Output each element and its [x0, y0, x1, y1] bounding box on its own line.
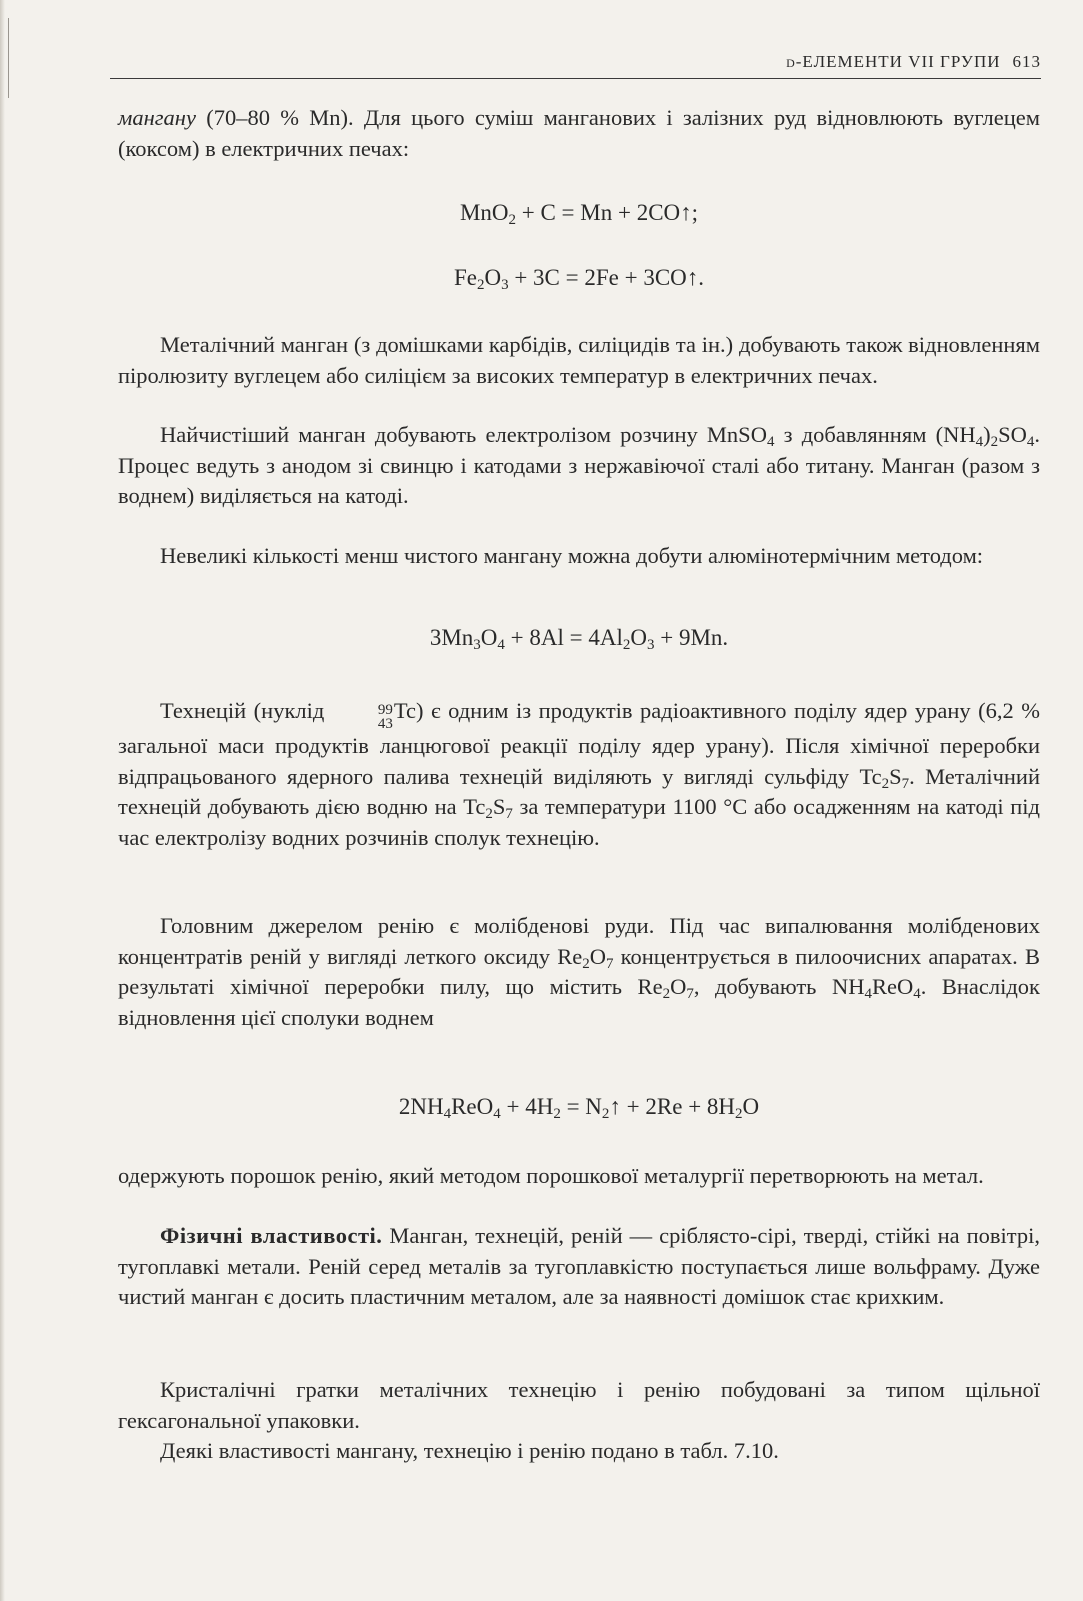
running-header [110, 48, 1041, 79]
text-run: . Металічний технецій добувають дією водню на Tc [118, 763, 1041, 820]
eq-sub: 2 [476, 277, 485, 293]
subscript: 4 [766, 434, 775, 450]
paragraph-10: Деякі властивості мангану, технецію і ренію подано в табл. 7.10. [160, 1438, 779, 1463]
text-run: . Внаслідок відновлення цієї сполуки воднем [118, 974, 1040, 1030]
subscript: 2 [662, 986, 671, 1003]
nuclide-mass-number: 99 [377, 702, 393, 718]
eq-sub: 2 [601, 1106, 610, 1122]
equation-2 [118, 265, 1040, 291]
eq-part: 3Mn [429, 625, 474, 650]
eq-sub: 2 [735, 1106, 743, 1122]
text-run: Найчистіший манган добувають електролізом розчину MnSO [160, 422, 767, 447]
equation-4 [118, 1094, 1040, 1120]
text-run: SO [998, 422, 1027, 447]
paragraph-8-text: Манган, технецій, реній — сріблясто-сірі, тверді, стійкі на повітрі, тугоплавкі метали. Реній серед металів за тугоплавкістю поступається лише вольфраму. Дуже чистий манган є досить пластичним металом, але за наявності домішок стає крихким. [118, 1223, 1040, 1310]
subscript: 2 [582, 955, 590, 972]
text-run: S [889, 763, 902, 789]
subscript: 4 [864, 986, 872, 1003]
eq-sub: 3 [473, 637, 481, 653]
subscript: 4 [913, 986, 921, 1003]
italic-word: мангану [118, 105, 196, 130]
subscript: 2 [485, 806, 493, 823]
page-spine-shadow [0, 0, 5, 1601]
eq-part: ReO [451, 1094, 494, 1119]
eq-part: + 8Al = 4Al [504, 625, 623, 650]
paragraph-1-text: (70–80 % Mn). Для цього суміш манганових і залізних руд відновлюють вуглецем (коксом) в електричних печах: [118, 105, 1040, 161]
section-heading-inline: Фізичні властивості. [160, 1223, 383, 1248]
text-run: концентрується в пилоочисних апаратах. В результаті хімічної переробки пилу, що містить Re [118, 943, 1041, 1000]
eq-part: + 4H [500, 1094, 554, 1119]
paragraph-7: одержують порошок ренію, який методом порошкової металургії перетворюють на метал. [118, 1163, 984, 1188]
eq-sub: 3 [501, 277, 509, 293]
text-run: S [492, 794, 506, 820]
eq-sub: 2 [622, 637, 631, 653]
text-run: Технецій (нуклід [160, 698, 332, 723]
eq-part: O [742, 1094, 760, 1119]
text-run: O [670, 974, 687, 1000]
nuclide-atomic-number: 43 [377, 716, 393, 732]
nuclide-notation [336, 703, 393, 731]
subscript: 4 [975, 434, 984, 450]
page-number: 613 [1012, 52, 1041, 71]
eq-sub: 4 [493, 1106, 501, 1122]
text-run: . Процес ведуть з анодом зі свинцю і катодами з нержавіючої сталі або титану. Манган (разом з воднем) виділяється на катоді. [118, 422, 1041, 509]
eq-sub: 2 [508, 212, 516, 228]
subscript: 7 [686, 986, 694, 1003]
subscript: 4 [1026, 434, 1035, 450]
subscript: 7 [505, 806, 513, 823]
paragraph-8 [118, 1221, 1040, 1313]
subscript: 7 [605, 955, 614, 972]
text-run: ReO [871, 974, 914, 1000]
eq-sub: 4 [443, 1106, 452, 1122]
eq-part: + 3C = 2Fe + 3CO↑. [508, 265, 705, 290]
paragraph-4: Невеликі кількості менш чистого мангану можна добути алюмінотермічним методом: [160, 543, 984, 568]
text-run: Tc) є одним із продуктів радіоактивного поділу ядер урану (6,2 % загальної маси продуктів ланцюгової реакції поділу ядер урану). Після хімічної переробки відпрацьованого ядерного палива технецій виділяють у вигляді сульфіду Tc [118, 698, 1040, 789]
paragraph-1 [118, 103, 1040, 164]
eq-part: = N [560, 1094, 602, 1119]
paragraph-6 [118, 911, 1040, 1033]
eq-part: + 9Mn. [654, 625, 729, 650]
text-run: за температури 1100 °C або осадженням на катоді під час електролізу водних розчинів сполук технецію. [118, 794, 1040, 850]
eq-sub: 2 [553, 1106, 561, 1122]
eq-part: 2NH [398, 1094, 444, 1119]
paragraph-5 [118, 696, 1040, 853]
eq-part: Fe [453, 265, 477, 290]
paragraph-9: Кристалічні гратки металічних технецію і ренію побудовані за типом щільної гексагональної упаковки. [118, 1377, 1040, 1433]
eq-sub: 4 [497, 637, 505, 653]
eq-sub: 3 [646, 637, 655, 653]
subscript: 2 [990, 434, 999, 450]
subscript: 7 [901, 775, 910, 792]
eq-part: O [484, 265, 502, 290]
paragraph-3 [118, 420, 1040, 512]
paragraph-2: Металічний манган (з домішками карбідів, силіцидів та ін.) добувають також відновленням піролюзиту вуглецем або силіцієм за високих температур в електричних печах. [118, 332, 1040, 388]
eq-part: MnO [459, 200, 509, 225]
eq-part: + C = Mn + 2CO↑; [516, 200, 699, 225]
text-run: O [589, 943, 606, 969]
subscript: 2 [881, 775, 890, 792]
text-run: , добувають NH [693, 974, 865, 1000]
eq-part: ↑ + 2Re + 8H [609, 1094, 736, 1119]
text-run: Головним джерелом ренію є молібденові руди. Під час випалювання молібденових концентратів реній у вигляді леткого оксиду Re [118, 913, 1040, 969]
equation-3 [118, 625, 1040, 651]
eq-part: O [630, 625, 647, 650]
text-run: ) [983, 422, 991, 447]
equation-1 [118, 200, 1040, 226]
eq-part: O [480, 625, 498, 650]
text-run: з добавлянням (NH [774, 422, 976, 447]
running-head-title: d-ЕЛЕМЕНТИ VII ГРУПИ [786, 52, 1001, 71]
running-head [786, 52, 1041, 72]
page-edge-line [8, 18, 9, 98]
